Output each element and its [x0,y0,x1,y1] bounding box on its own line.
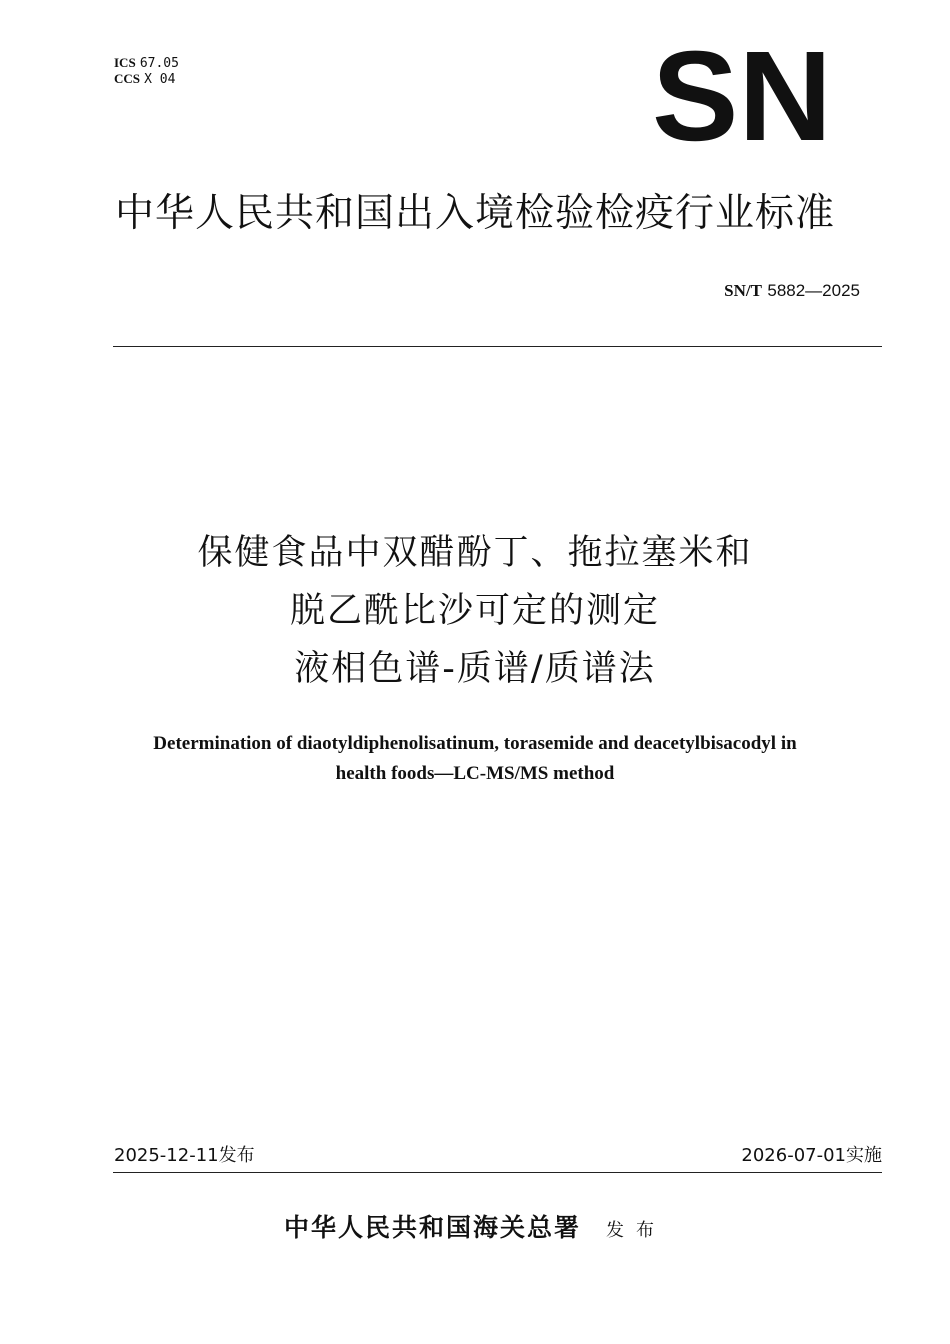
chinese-title-line-2: 脱乙酰比沙可定的测定 [289,591,660,631]
chinese-title-line-3: 液相色谱-质谱/质谱法 [294,649,656,689]
sn-logo [651,47,833,143]
english-title [60,729,890,789]
standard-number [724,281,860,301]
publisher-action: 发布 [606,1220,667,1241]
org-title: 中华人民共和国出入境检验检疫行业标准 [114,191,835,236]
english-title-line-1: Determination of diaotyldiphenolisatinum, torasemide and deacetylbisacodyl in [153,733,797,754]
chinese-title [0,524,950,698]
english-title-line-2: health foods—LC-MS/MS method [335,763,615,784]
sn-logo-text: SN [652,47,832,143]
ics-label: ICS [114,55,136,70]
implementation-date: 2026-07-01实施 [741,1145,882,1166]
classification-codes [114,55,179,87]
ics-value: 67.05 [139,56,179,71]
standard-prefix: SN/T [724,281,762,300]
footer-divider [113,1172,882,1173]
standard-number-value: 5882—2025 [767,281,860,300]
chinese-title-line-1: 保健食品中双醋酚丁、拖拉塞米和 [197,533,753,573]
publisher-name: 中华人民共和国海关总署 [283,1213,581,1242]
ccs-code [114,71,179,87]
ccs-label: CCS [114,71,141,86]
ics-code [114,55,179,71]
issue-date: 2025-12-11发布 [114,1145,255,1166]
ccs-value: X 04 [144,72,176,87]
header-divider [113,346,882,347]
publisher [0,1208,950,1244]
